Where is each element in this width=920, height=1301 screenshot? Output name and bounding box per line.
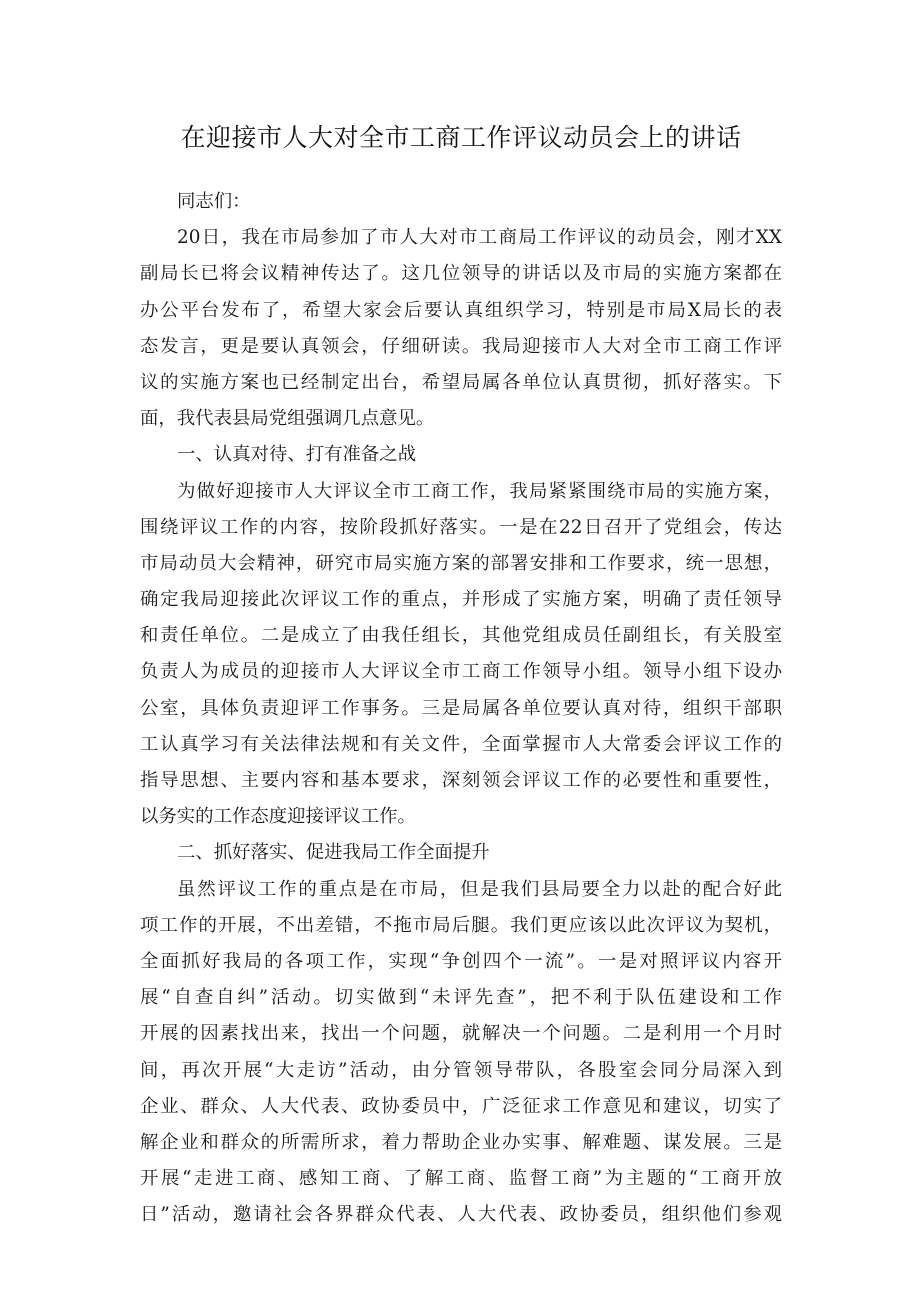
paragraph-line: 副局长已将会议精神传达了。这几位领导的讲话以及市局的实施方案都在	[140, 263, 782, 285]
salutation: 同志们：	[177, 191, 251, 212]
paragraph-line: 和责任单位。二是成立了由我任组长，其他党组成员任副组长，有关股室	[140, 625, 782, 647]
paragraph-line: 为做好迎接市人大评议全市工商工作，我局紧紧围绕市局的实施方案，	[177, 480, 782, 502]
paragraph-line: 企业、群众、人大代表、政协委员中，广泛征求工作意见和建议，切实了	[140, 1095, 782, 1117]
paragraph-line: 公室，具体负责迎评工作事务。三是局属各单位要认真对待，组织干部职	[140, 697, 782, 719]
paragraph-line: 办公平台发布了，希望大家会后要认真组织学习，特别是市局X局长的表	[140, 299, 782, 321]
section-heading: 二、抓好落实、促进我局工作全面提升	[177, 842, 490, 864]
paragraph-line: 确定我局迎接此次评议工作的重点，并形成了实施方案，明确了责任领导	[140, 589, 782, 611]
paragraph-line: 指导思想、主要内容和基本要求，深刻领会评议工作的必要性和重要性，	[140, 770, 782, 791]
paragraph-line: 以务实的工作态度迎接评议工作。	[140, 806, 416, 828]
paragraph-line: 开展“走进工商、感知工商、了解工商、监督工商”为主题的“工商开放	[140, 1168, 782, 1190]
paragraph-line: 态发言，更是要认真领会，仔细研读。我局迎接市人大对全市工商工作评	[140, 335, 782, 357]
paragraph-line: 全面抓好我局的各项工作，实现“争创四个一流”。一是对照评议内容开	[140, 950, 782, 972]
paragraph-line: 项工作的开展，不出差错，不拖市局后腿。我们更应该以此次评议为契机，	[140, 914, 782, 936]
paragraph-line: 围绕评议工作的内容，按阶段抓好落实。一是在22日召开了党组会，传达	[140, 516, 782, 538]
paragraph-line: 面，我代表县局党组强调几点意见。	[140, 408, 435, 430]
paragraph-line: 市局动员大会精神，研究市局实施方案的部署安排和工作要求，统一思想，	[140, 552, 782, 574]
paragraph-line: 20日，我在市局参加了市人大对市工商局工作评议的动员会，刚才XX	[177, 227, 782, 249]
paragraph-line: 负责人为成员的迎接市人大评议全市工商工作领导小组。领导小组下设办	[140, 661, 782, 683]
document-title: 在迎接市人大对全市工商工作评议动员会上的讲话	[180, 123, 742, 152]
paragraph-line: 展“自查自纠”活动。切实做到“未评先查”，把不利于队伍建设和工作	[140, 987, 782, 1009]
section-heading: 一、认真对待、打有准备之战	[177, 444, 417, 466]
paragraph-line: 日”活动，邀请社会各界群众代表、人大代表、政协委员，组织他们参观	[140, 1204, 782, 1226]
paragraph-line: 工认真学习有关法律法规和有关文件，全面掌握市人大常委会评议工作的	[140, 733, 782, 755]
paragraph-line: 虽然评议工作的重点是在市局，但是我们县局要全力以赴的配合好此	[177, 878, 782, 900]
paragraph-line: 间，再次开展“大走访”活动，由分管领导带队，各股室会同分局深入到	[140, 1059, 782, 1081]
paragraph-line: 议的实施方案也已经制定出台，希望局属各单位认真贯彻，抓好落实。下	[140, 371, 782, 393]
document-body	[140, 184, 782, 1233]
paragraph-line: 解企业和群众的所需所求，着力帮助企业办实事、解难题、谋发展。三是	[140, 1131, 782, 1153]
paragraph-line: 开展的因素找出来，找出一个问题，就解决一个问题。二是利用一个月时	[140, 1023, 782, 1045]
